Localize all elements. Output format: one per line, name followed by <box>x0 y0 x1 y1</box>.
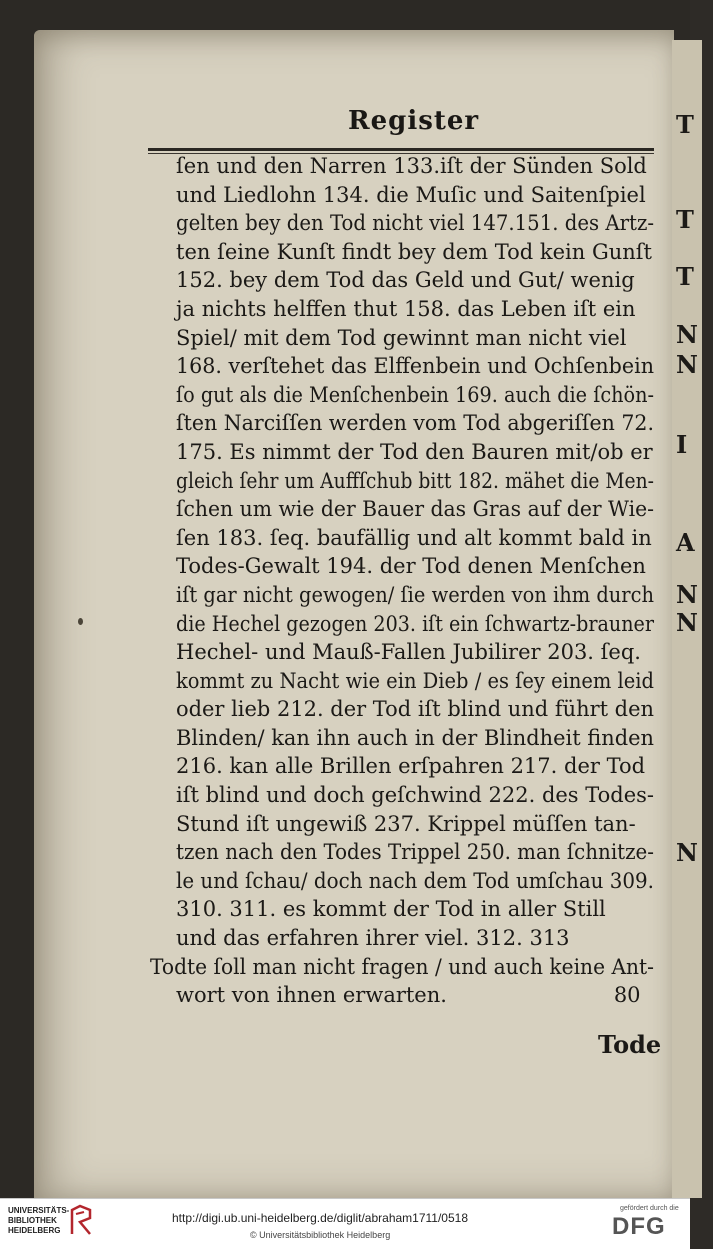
text-line: ſen 183. ſeq. baufällig und alt kommt bald in <box>176 525 652 550</box>
text-line: ſen und den Narren 133.iſt der Sünden Sold <box>176 154 647 178</box>
text-line: iſt blind und doch geſchwind 222. des Todes- <box>176 783 654 808</box>
text-line: ja nichts helffen thut 158. das Leben iſt ein <box>176 296 636 321</box>
text-line: oder lieb 212. der Tod iſt blind und führt den <box>176 697 654 722</box>
text-line: Stund iſt ungewiß 237. Krippel müſſen tan- <box>176 811 636 836</box>
library-line-1: UNIVERSITÄTS- <box>8 1206 70 1215</box>
text-line: 175. Es nimmt der Tod den Bauren mit/ob er <box>176 439 653 464</box>
text-line: 216. kan alle Brillen erſpahren 217. der Tod <box>176 754 646 779</box>
entry-line: Todte ſoll man nicht fragen / und auch keine Ant- <box>150 954 654 979</box>
next-page-letter: T <box>676 110 694 139</box>
register-text <box>150 152 660 1010</box>
text-line: und Liedlohn 134. die Muſic und Saitenſpiel <box>176 182 646 207</box>
next-page-letter: T <box>676 205 694 234</box>
text-line: le und ſchau/ doch nach dem Tod umſchau 309. <box>176 868 654 893</box>
page-heading: Register <box>348 106 480 136</box>
text-line: ſten Narciſſen werden vom Tod abgeriſſen 72. <box>176 411 654 436</box>
next-page-letter: T <box>676 262 694 291</box>
library-logo-text <box>8 1206 69 1236</box>
text-line: Hechel- und Mauß-Fallen Jubilirer 203. ſeq. <box>176 640 641 665</box>
library-line-2: BIBLIOTHEK <box>8 1216 57 1225</box>
text-line: gelten bey den Tod nicht viel 147.151. des Artz- <box>176 211 654 236</box>
next-page-letter: A <box>676 528 695 557</box>
next-page-letter: N <box>676 608 698 637</box>
library-logo-icon <box>70 1204 92 1236</box>
text-line: ſchen um wie der Bauer das Gras auf der Wie- <box>176 497 654 522</box>
footer-bar <box>0 1198 690 1249</box>
heading-rule <box>148 148 654 151</box>
copyright-notice: © Universitätsbibliothek Heidelberg <box>250 1230 391 1240</box>
text-line: 310. 311. es kommt der Tod in aller Still <box>176 897 606 922</box>
catchword: Tode <box>598 1030 662 1059</box>
text-line: 168. verſtehet das Elffenbein und Ochſenbein <box>176 354 654 379</box>
next-page-letter: I <box>676 430 688 459</box>
next-page-letter: N <box>676 320 698 349</box>
library-line-3: HEIDELBERG <box>8 1226 61 1235</box>
text-line: ten ſeine Kunſt findt bey dem Tod kein Gunſt <box>176 239 652 264</box>
next-page-letter: N <box>676 580 698 609</box>
next-page-letter: N <box>676 838 698 867</box>
text-line: Blinden/ kan ihn auch in der Blindheit finden <box>176 725 654 750</box>
ink-spot <box>78 618 83 625</box>
dfg-logo: DFG <box>612 1213 666 1240</box>
text-line: Todes-Gewalt 194. der Tod denen Menſchen <box>176 554 646 579</box>
funded-by-label: gefördert durch die <box>620 1205 679 1212</box>
permalink-url[interactable]: http://digi.ub.uni-heidelberg.de/diglit/abraham1711/0518 <box>172 1211 468 1225</box>
entry-line: wort von ihnen erwarten. 80 <box>176 983 641 1008</box>
text-line: 152. bey dem Tod das Geld und Gut/ wenig <box>176 268 635 293</box>
text-line: ſo gut als die Menſchenbein 169. auch die ſchön- <box>176 382 654 407</box>
text-line: iſt gar nicht gewogen/ ſie werden von ihm durch <box>176 582 654 607</box>
text-line: kommt zu Nacht wie ein Dieb / es ſey einem leid <box>176 668 654 693</box>
text-line: und das erfahren ihrer viel. 312. 313 <box>176 926 570 951</box>
next-page-letter: N <box>676 350 698 379</box>
text-line: die Hechel gezogen 203. iſt ein ſchwartz-brauner <box>176 611 654 636</box>
text-line: tzen nach den Todes Trippel 250. man ſchnitze- <box>176 840 654 865</box>
text-line: Spiel/ mit dem Tod gewinnt man nicht viel <box>176 325 627 350</box>
text-line: gleich ſehr um Auffſchub bitt 182. mähet die Men- <box>176 468 654 493</box>
